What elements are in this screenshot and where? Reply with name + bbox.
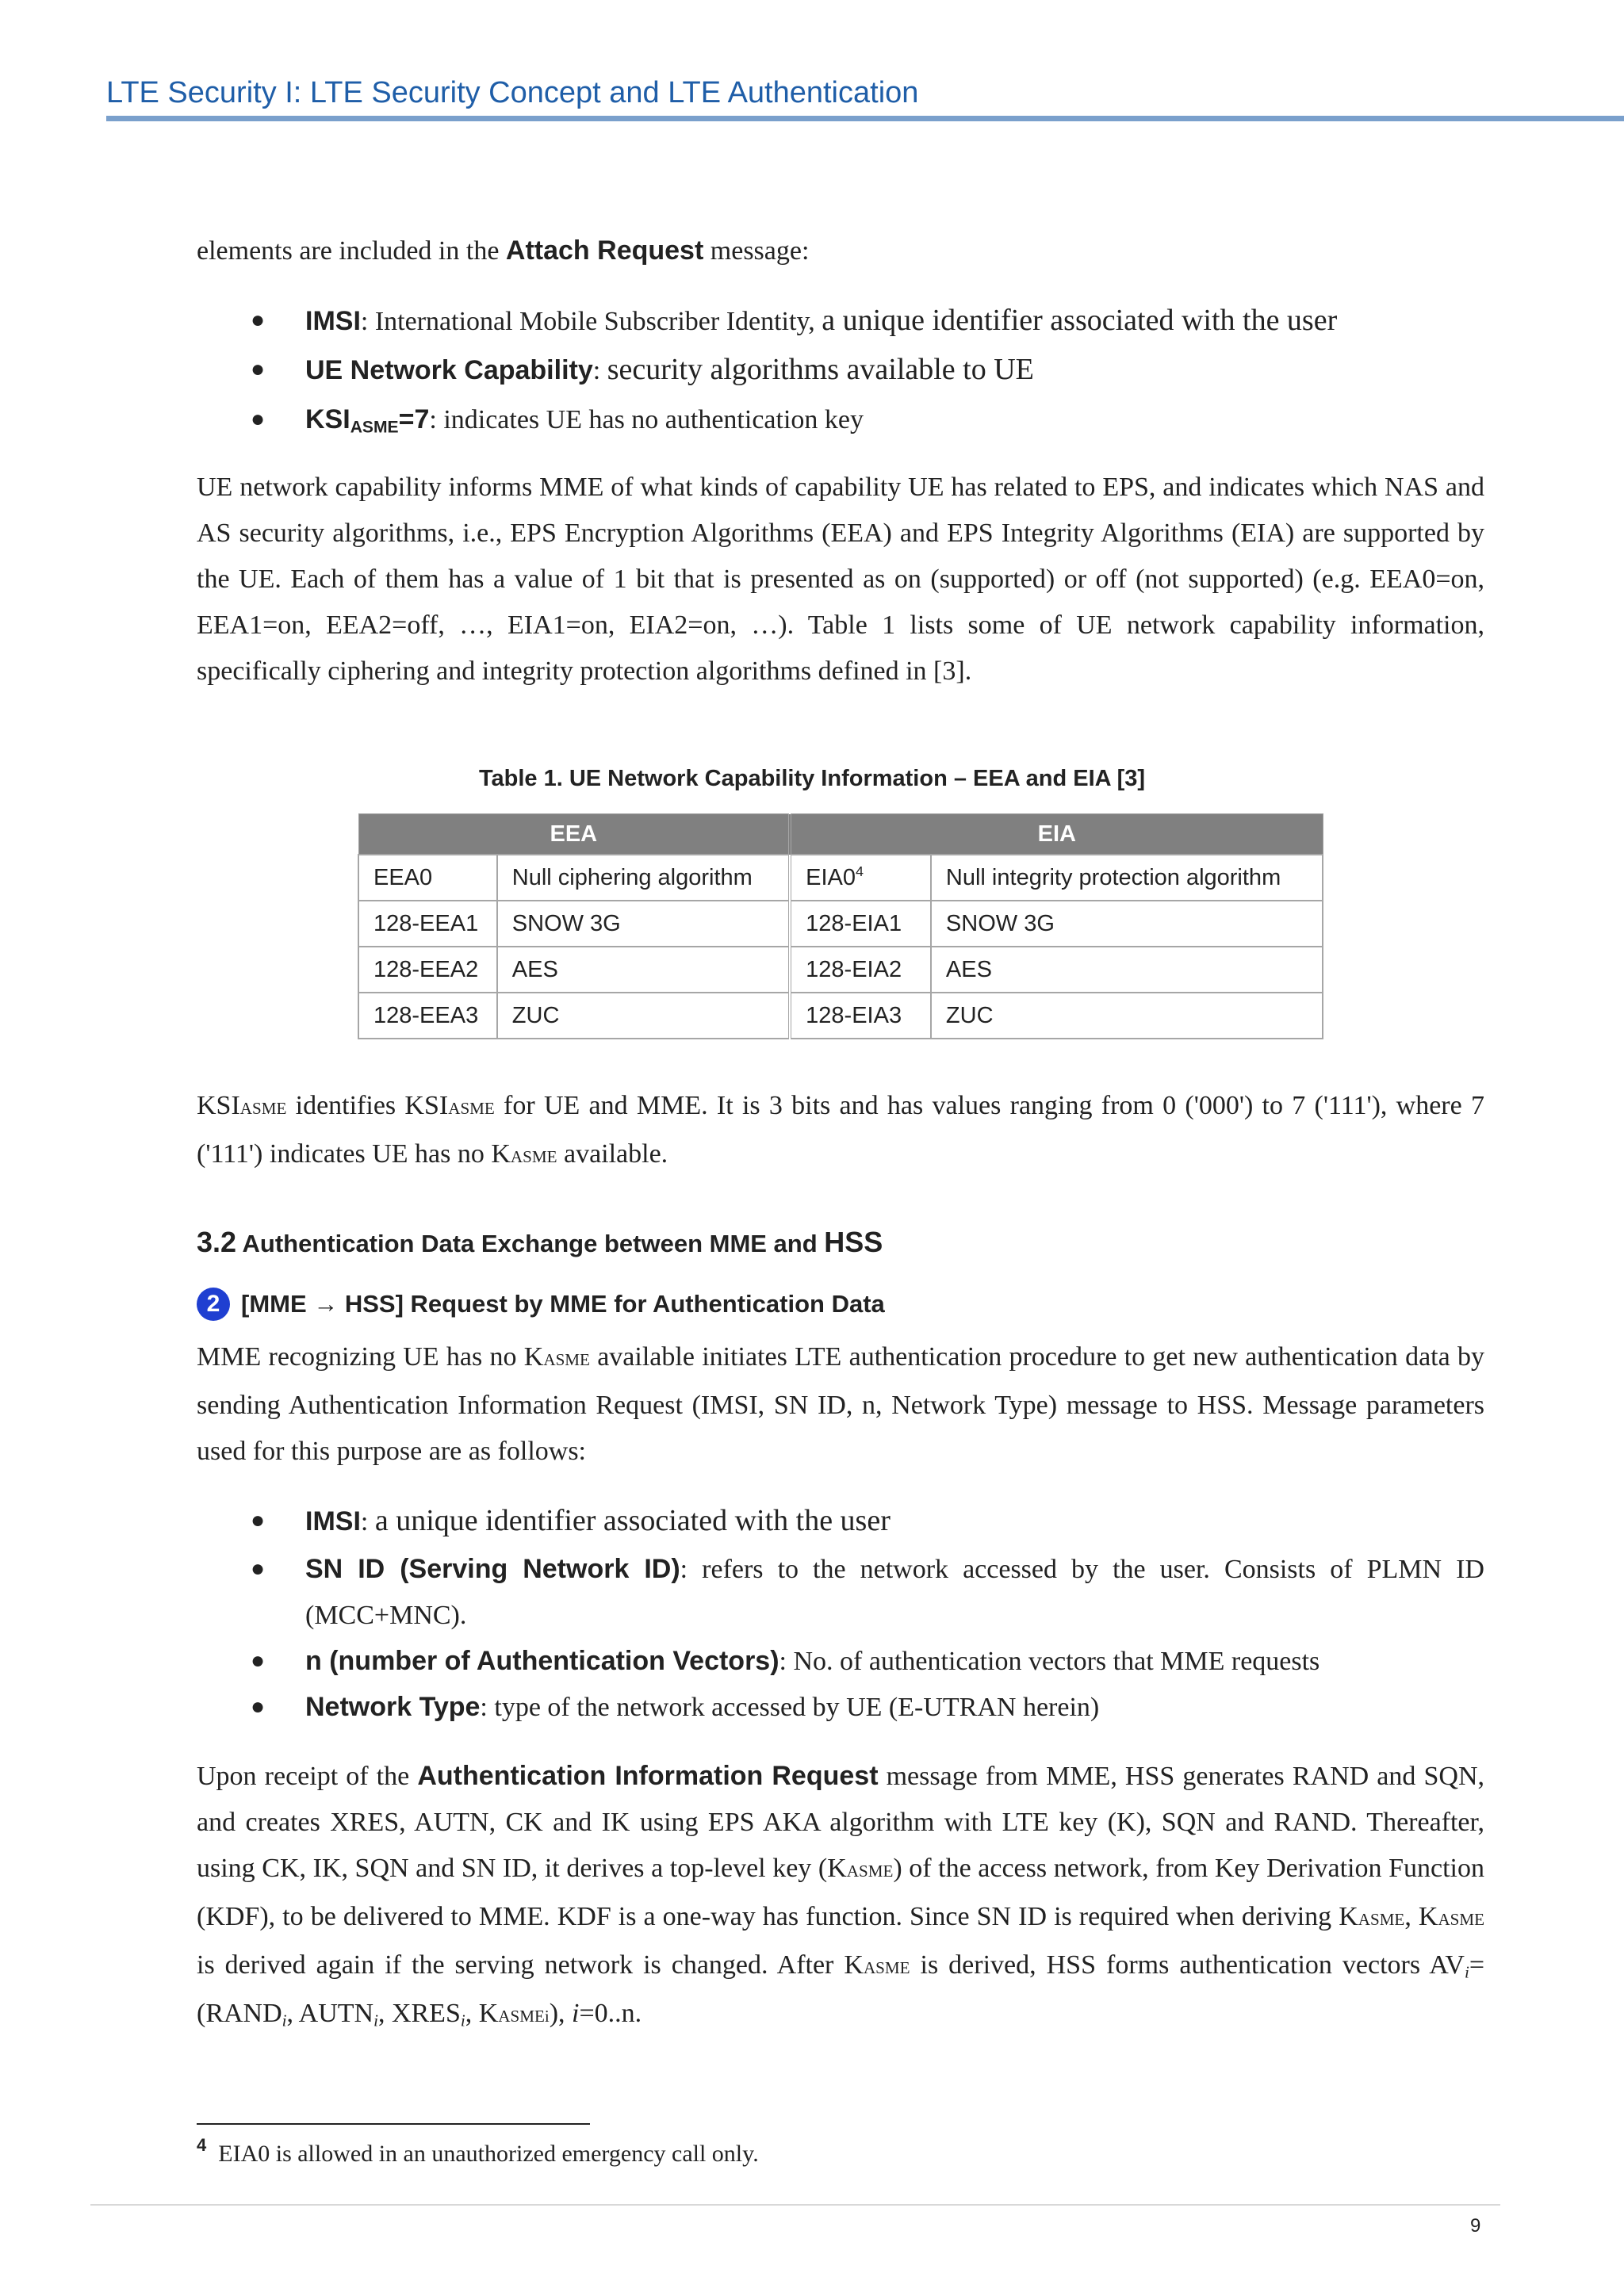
step-heading: [197, 1288, 885, 1321]
footnote-text: EIA0 is allowed in an unauthorized emergency call only.: [218, 2141, 759, 2167]
bullet-param-sn-id: [197, 1546, 1484, 1639]
asme-subscript: ASME: [846, 1862, 894, 1881]
intro-post: message:: [703, 236, 810, 266]
eea-name: AES: [497, 947, 790, 993]
intro-pre: elements are included in the: [197, 236, 506, 266]
bullet-sep: :: [779, 1647, 794, 1676]
bullet-text: type of the network accessed by UE (E-UTRAN herein): [494, 1693, 1100, 1722]
page-number: 9: [1470, 2215, 1481, 2237]
ksi-text: KSI: [404, 1091, 449, 1120]
para-text: =0..n.: [579, 1999, 642, 2028]
footnote: [197, 2134, 759, 2168]
eia-name: AES: [931, 947, 1323, 993]
eea-id: 128-EEA1: [358, 901, 497, 947]
para-text: MME recognizing UE has no K: [197, 1342, 544, 1372]
step-label: [MME → HSS] Request by MME for Authentication Data: [241, 1290, 885, 1318]
bullet-text: security algorithms available to UE: [607, 353, 1034, 386]
eea-name: SNOW 3G: [497, 901, 790, 947]
index-i: i: [572, 1999, 580, 2028]
footnote-mark: 4: [197, 2134, 207, 2155]
bullet-ksi-asme: [197, 396, 1484, 443]
bullet-param-network-type: [197, 1684, 1484, 1731]
para-text: for UE and MME. It is 3 bits and has values ranging from 0 ('000') to 7 ('111'), where 7 ('111') indicates UE has no K: [197, 1091, 1484, 1169]
section-number: 3.2: [197, 1226, 237, 1258]
para-text: is derived again if the serving network is changed. After K: [197, 1950, 864, 1980]
bullet-sep: :: [480, 1693, 495, 1722]
table-row: [358, 901, 1323, 947]
bullet-param-n: [197, 1638, 1484, 1685]
bullet-term: IMSI: [305, 306, 361, 336]
ksi-text: KSI: [197, 1091, 240, 1120]
bullet-term: n (number of Authentication Vectors): [305, 1646, 779, 1676]
eia-name: Null integrity protection algorithm: [931, 855, 1323, 901]
bullet-sep: :: [360, 1507, 375, 1536]
eia-id: 128-EIA2: [790, 947, 931, 993]
eia-name: ZUC: [931, 993, 1323, 1039]
section-title-end: HSS: [824, 1226, 883, 1258]
capability-table: [358, 813, 1323, 1039]
eea-name: Null ciphering algorithm: [497, 855, 790, 901]
paragraph-hss-generates: [197, 1753, 1484, 2039]
asme-subscript: ASME: [239, 1099, 287, 1118]
para-text: =(RAND: [197, 1950, 1484, 2028]
eia-name: SNOW 3G: [931, 901, 1323, 947]
step-number-badge: 2: [197, 1288, 230, 1321]
bullet-sep: :: [592, 356, 607, 385]
asme-subscript: ASME: [1358, 1910, 1405, 1929]
bullet-text: a unique identifier associated with the user: [822, 304, 1338, 337]
footer-rule: [90, 2204, 1500, 2206]
footnote-rule: [197, 2123, 590, 2125]
bullet-term: [305, 404, 430, 437]
para-text: , K: [1404, 1902, 1438, 1931]
running-header: LTE Security I: LTE Security Concept and LTE Authentication: [106, 76, 919, 109]
bullet-text: a unique identifier associated with the user: [374, 1504, 891, 1537]
asme-subscript: ASME: [510, 1147, 557, 1166]
table-row: [358, 993, 1323, 1039]
para-text: , XRES: [377, 1999, 461, 2028]
section-title: Authentication Data Exchange between MME and: [236, 1230, 825, 1257]
bullet-dot: ●: [251, 1693, 266, 1720]
paragraph-ue-capability: UE network capability informs MME of what kinds of capability UE has related to EPS, and indicates which NAS and AS security algorithms, i.e., EPS Encryption Algorithms (EEA) and EPS Integrity Algorithms (EIA) are supported by the UE. Each of them has a value of 1 bit that is presented as on (supported) or off (not supported) (e.g. EEA0=on, EEA1=on, EEA2=off, …, EIA1=on, EIA2=on, …). Table 1 lists some of UE network capability information, specifically ciphering and integrity protection algorithms defined in [3].: [197, 473, 1484, 686]
bullet-term: UE Network Capability: [305, 355, 593, 385]
asme-subscript: ASMEi: [498, 2007, 550, 2026]
bullet-term: SN ID (Serving Network ID): [305, 1554, 680, 1584]
index-i: i: [460, 2011, 465, 2030]
bullet-dot: ●: [251, 1647, 266, 1674]
bullet-dot: ●: [251, 1556, 266, 1582]
section-heading: [197, 1226, 883, 1259]
para-text: Upon receipt of the: [197, 1762, 418, 1791]
header-eia: EIA: [790, 814, 1323, 855]
para-text: , K: [465, 1999, 499, 2028]
paragraph-ksi: [197, 1083, 1484, 1180]
para-text: available initiates LTE authentication procedure to get new authentication data by sending Authentication Information Request (IMSI, SN ID, n, Network Type) message to HSS. Message parameters used for this purpose are as follows:: [197, 1342, 1484, 1466]
bullet-sep: :: [680, 1555, 703, 1584]
bullet-dot: ●: [251, 1507, 266, 1533]
para-text: message from MME, HSS generates RAND and SQN, and creates XRES, AUTN, CK and IK using EPS AKA algorithm with LTE key (K), SQN and RAND. Thereafter, using CK, IK, SQN and SN ID, it derives a top-level key (K: [197, 1762, 1485, 1883]
bullet-dot: ●: [251, 406, 266, 432]
intro-line: [197, 228, 1484, 274]
bullet-sep: :: [360, 307, 375, 336]
header-eea: EEA: [358, 814, 790, 855]
eia-id-text: EIA0: [806, 864, 856, 890]
eea-id: 128-EEA2: [358, 947, 497, 993]
bullet-param-imsi: [197, 1498, 1484, 1545]
eea-id: 128-EEA3: [358, 993, 497, 1039]
para-bold: Authentication Information Request: [417, 1761, 879, 1791]
paragraph-mme-request: [197, 1334, 1484, 1475]
bullet-imsi: [197, 297, 1484, 345]
intro-bold: Attach Request: [505, 235, 704, 266]
eia-id: 128-EIA3: [790, 993, 931, 1039]
eia-id: [790, 855, 931, 901]
para-text: is derived, HSS forms authentication vectors AV: [910, 1950, 1465, 1980]
header-rule: [106, 116, 1624, 121]
asme-subscript: ASME: [1438, 1910, 1484, 1929]
bullet-ue-network-capability: [197, 346, 1484, 394]
bullet-text: indicates UE has no authentication key: [443, 405, 864, 434]
bullet-text: refers to the network accessed by the user. Consists of PLMN ID (MCC+MNC).: [305, 1555, 1484, 1630]
index-i: i: [1464, 1962, 1469, 1982]
asme-subscript: ASME: [863, 1958, 910, 1977]
asme-subscript: ASME: [543, 1350, 590, 1369]
para-text: available.: [557, 1139, 668, 1169]
term-sub: ASME: [350, 418, 399, 437]
bullet-dot: ●: [251, 307, 266, 333]
bullet-term: IMSI: [305, 1506, 361, 1536]
bullet-text: International Mobile Subscriber Identity,: [374, 307, 822, 336]
bullet-term: Network Type: [305, 1692, 481, 1722]
index-i: i: [282, 2011, 287, 2030]
index-i: i: [373, 2011, 378, 2030]
bullet-text: No. of authentication vectors that MME requests: [793, 1647, 1320, 1676]
eia-id: 128-EIA1: [790, 901, 931, 947]
table-row: [358, 947, 1323, 993]
table-header-row: [358, 814, 1323, 855]
term-part: =7: [398, 404, 430, 434]
para-text: ),: [549, 1999, 573, 2028]
para-text: , AUTN: [286, 1999, 374, 2028]
table-row: [358, 855, 1323, 901]
asme-subscript: ASME: [448, 1099, 495, 1118]
bullet-sep: :: [429, 405, 444, 434]
bullet-dot: ●: [251, 356, 266, 382]
footnote-ref: 4: [856, 863, 864, 879]
eea-name: ZUC: [497, 993, 790, 1039]
term-part: KSI: [305, 404, 350, 434]
para-text: identifies: [286, 1091, 405, 1120]
eea-id: EEA0: [358, 855, 497, 901]
para-text: ) of the access network, from Key Derivation Function (KDF), to be delivered to MME. KDF is a one-way has function. Since SN ID is required when deriving K: [197, 1854, 1484, 1931]
table-caption: Table 1. UE Network Capability Information – EEA and EIA [3]: [478, 766, 1146, 791]
